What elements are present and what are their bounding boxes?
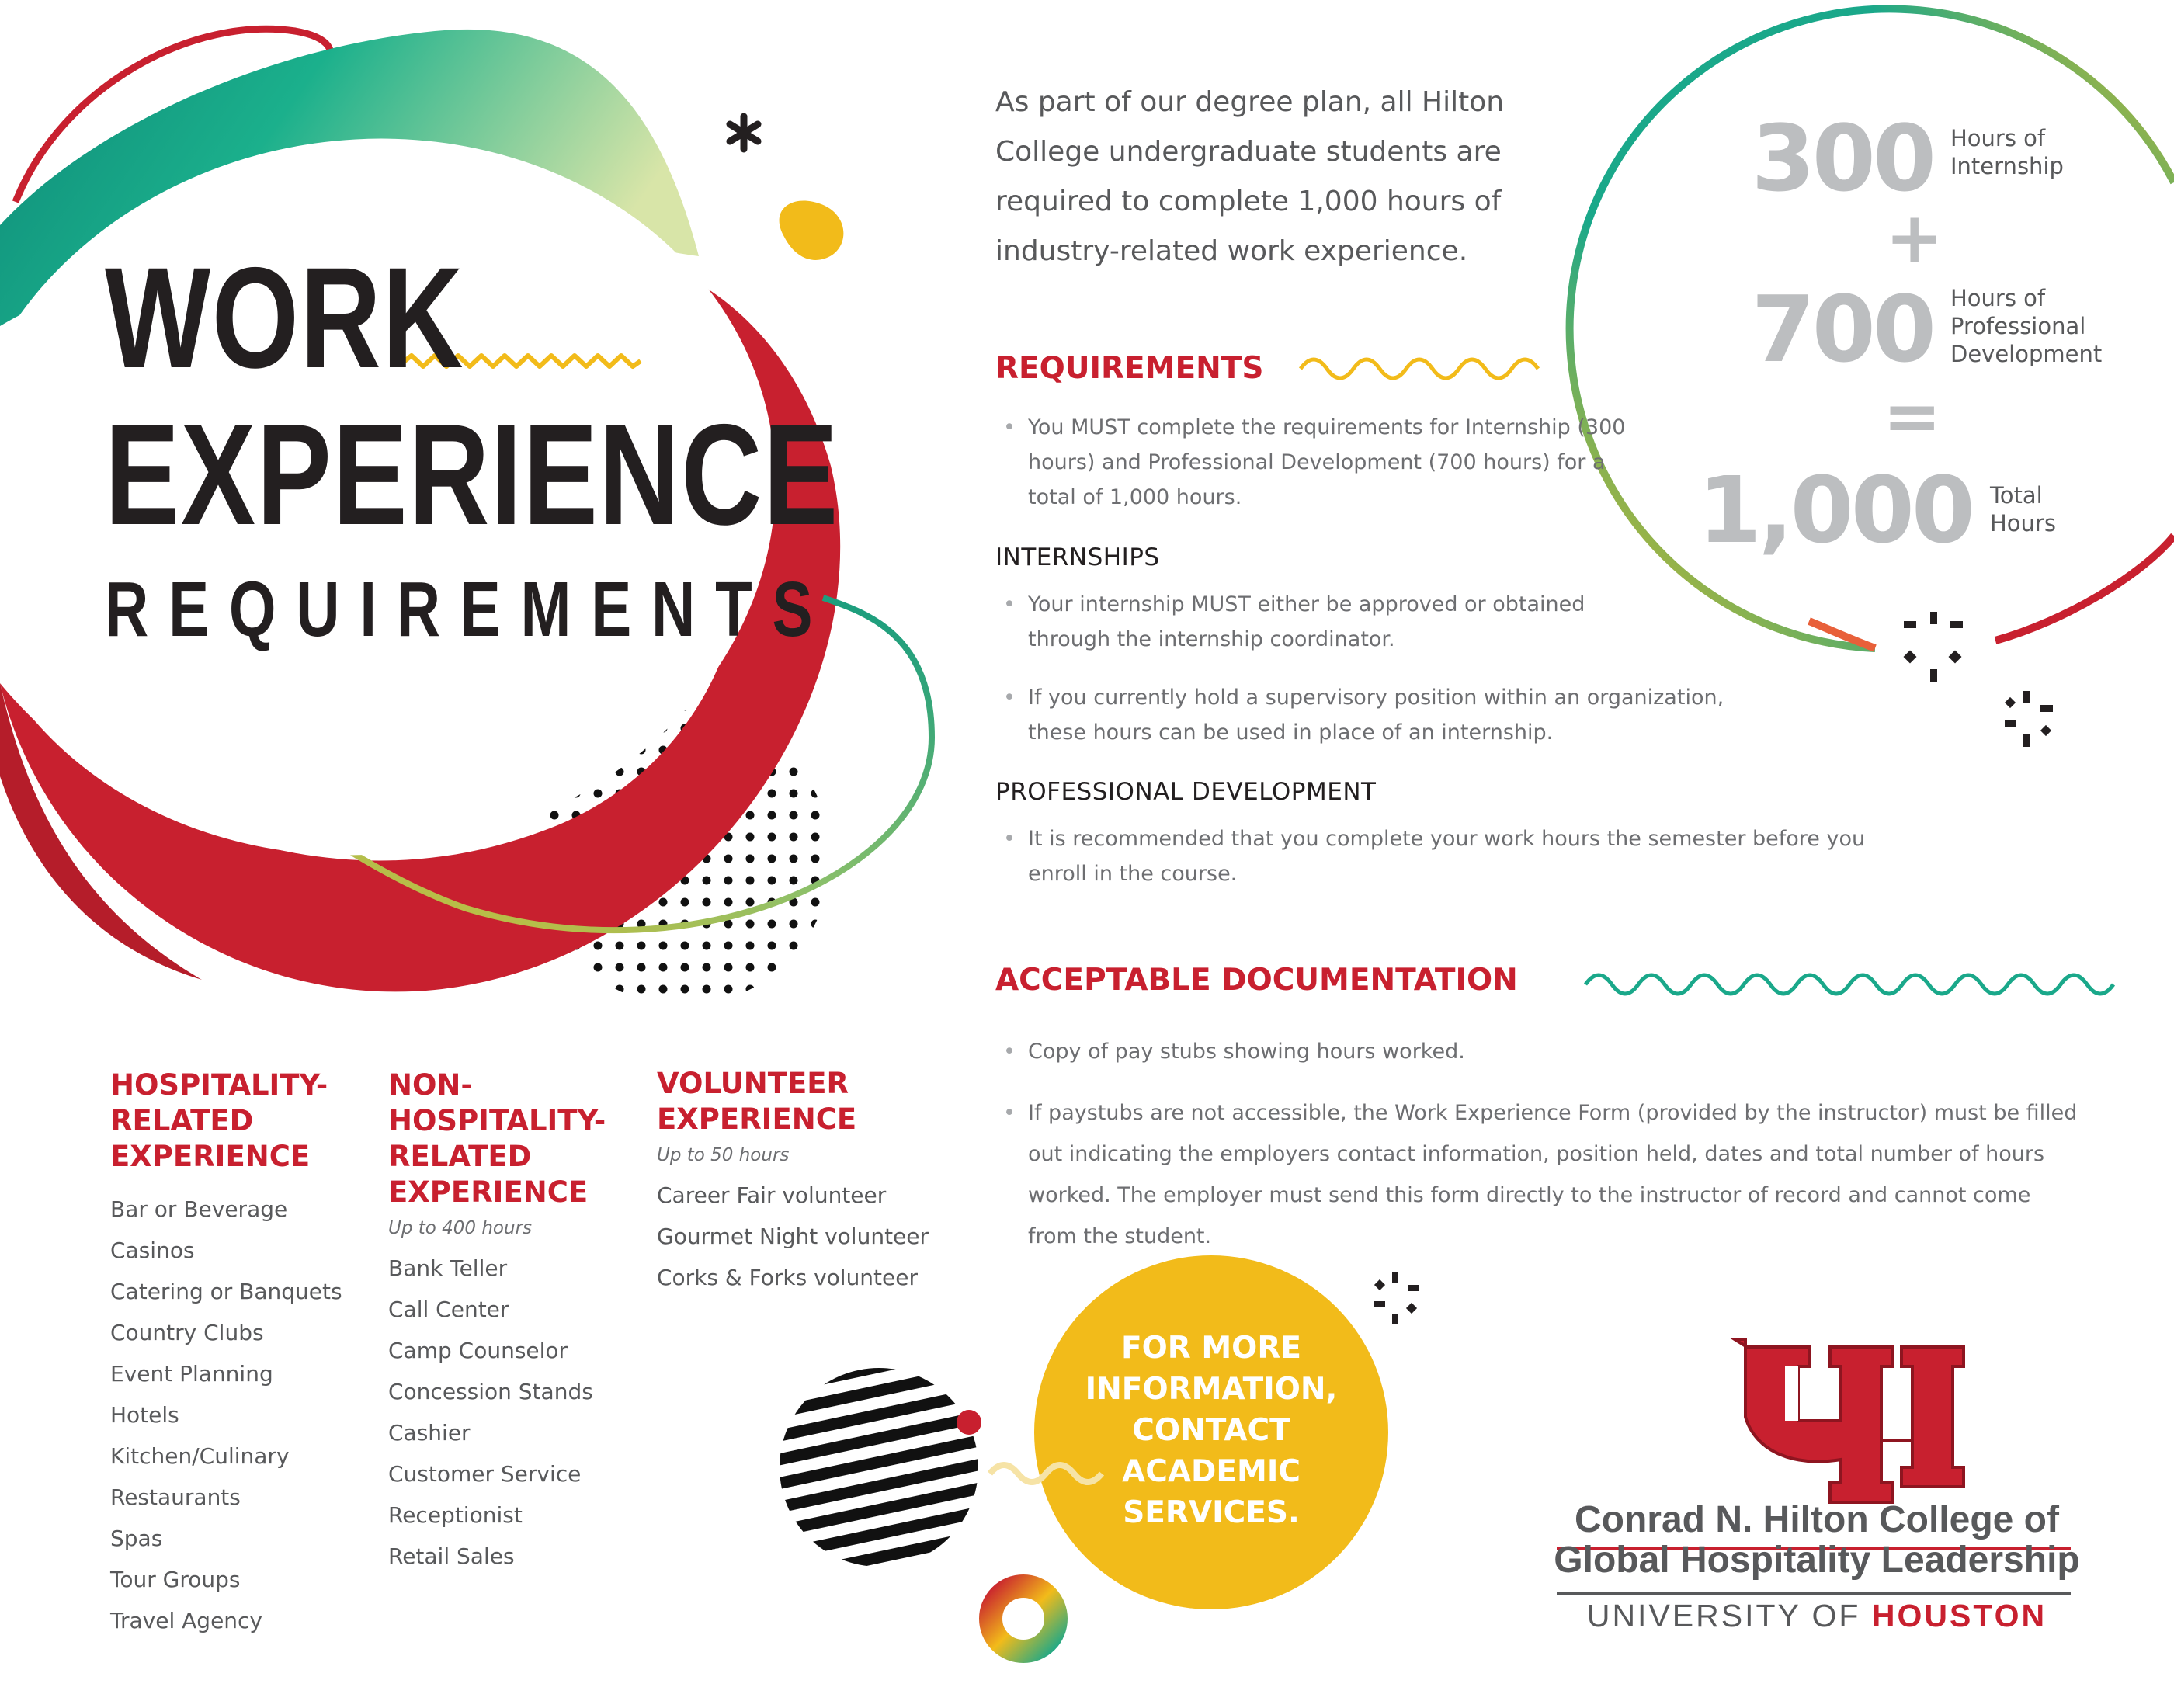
documentation-list xyxy=(995,1031,2137,1277)
gradient-donut xyxy=(991,1586,1056,1651)
equals-sign: = xyxy=(1883,376,1942,457)
list-item: Bar or Beverage xyxy=(110,1196,288,1222)
list-item: • It is recommended that you complete your work hours the semester before you enroll in the course. xyxy=(995,821,1896,891)
list-item: Call Center xyxy=(388,1297,509,1322)
requirements-heading: REQUIREMENTS xyxy=(995,351,1264,386)
red-dot xyxy=(957,1410,981,1435)
documentation-wave xyxy=(1585,975,2113,994)
list-item: Cashier xyxy=(388,1420,471,1446)
list-item: Receptionist xyxy=(388,1502,523,1528)
non-hospitality-heading: NON- HOSPITALITY- RELATED EXPERIENCE xyxy=(388,1068,606,1209)
plus-sign: + xyxy=(1885,197,1944,279)
list-item: • If paystubs are not accessible, the Work Experience Form (provided by the instructor) must be filled out indicating the employers contact information, position held, dates and total number of hours worked. The employer must send this form directly to the instructor of record and cannot come from the student. xyxy=(995,1092,2084,1257)
list-item: Corks & Forks volunteer xyxy=(657,1265,918,1290)
volunteer-list xyxy=(657,1175,967,1298)
list-item: • Your internship MUST either be approved or obtained through the internship coordinator. xyxy=(995,587,1603,657)
list-item: • If you currently hold a supervisory position within an organization, these hours can be used in place of an internship. xyxy=(995,680,1725,750)
list-item: Camp Counselor xyxy=(388,1338,568,1363)
list-item: Bank Teller xyxy=(388,1255,508,1281)
internship-hours-label: Hours of Internship xyxy=(1950,125,2064,179)
volunteer-subtitle: Up to 50 hours xyxy=(657,1145,790,1165)
asterisk-icon xyxy=(730,116,758,149)
list-item: Career Fair volunteer xyxy=(657,1182,887,1208)
professional-development-list xyxy=(995,821,1896,891)
title-line-work: WORK xyxy=(105,238,465,398)
list-item: Restaurants xyxy=(110,1484,241,1510)
burst-icon xyxy=(1904,612,1963,682)
non-hospitality-subtitle: Up to 400 hours xyxy=(388,1218,533,1238)
contact-message: FOR MORE INFORMATION, CONTACT ACADEMIC SERVICES. xyxy=(1085,1331,1338,1530)
title-line-requirements: REQUIREMENTS xyxy=(105,566,833,653)
yellow-blob xyxy=(780,201,844,260)
burst-icon-2 xyxy=(2005,691,2053,747)
intro-paragraph: As part of our degree plan, all Hilton College undergraduate students are required to complete 1,000 hours of industry-related work experience. xyxy=(995,86,1505,267)
professional-development-heading: PROFESSIONAL DEVELOPMENT xyxy=(995,778,1377,806)
professional-hours-value: 700 xyxy=(1751,276,1933,383)
hospitality-column xyxy=(110,1068,359,1641)
striped-circle xyxy=(780,1368,978,1567)
professional-hours-label: Hours of Professional Development xyxy=(1950,285,2103,367)
hospitality-list xyxy=(110,1189,359,1641)
hours-circle-red-arc xyxy=(1995,536,2174,640)
total-hours-value: 1,000 xyxy=(1697,457,1972,564)
list-item: • You MUST complete the requirements for Internship (300 hours) and Professional Development (700 hours) for a total of 1,000 hours. xyxy=(995,410,1632,515)
list-item: Casinos xyxy=(110,1238,195,1263)
burst-icon-3 xyxy=(1374,1272,1419,1324)
title-line-experience: EXPERIENCE xyxy=(105,395,839,555)
total-hours-label: Total Hours xyxy=(1990,482,2056,536)
requirements-wave xyxy=(1301,359,1538,378)
list-item: Spas xyxy=(110,1526,163,1551)
volunteer-column xyxy=(657,1066,967,1298)
list-item: Retail Sales xyxy=(388,1543,515,1569)
list-item: • Copy of pay stubs showing hours worked. xyxy=(995,1031,2137,1072)
internship-hours-value: 300 xyxy=(1751,105,1933,212)
list-item: Kitchen/Culinary xyxy=(110,1443,290,1469)
list-item: Country Clubs xyxy=(110,1320,264,1345)
internships-list xyxy=(995,587,1725,773)
university-name: UNIVERSITY OF HOUSTON xyxy=(1586,1598,2047,1633)
requirements-list xyxy=(995,410,1632,515)
uh-logo-icon xyxy=(1735,1339,1964,1502)
list-item: Customer Service xyxy=(388,1461,582,1487)
list-item: Travel Agency xyxy=(110,1608,262,1633)
documentation-heading: ACCEPTABLE DOCUMENTATION xyxy=(995,963,1518,998)
non-hospitality-column xyxy=(388,1068,637,1577)
list-item: Gourmet Night volunteer xyxy=(657,1224,929,1249)
list-item: Hotels xyxy=(110,1402,179,1428)
list-item: Event Planning xyxy=(110,1361,273,1387)
college-name: Conrad N. Hilton College of Global Hospitality Leadership xyxy=(1554,1499,2080,1581)
internships-heading: INTERNSHIPS xyxy=(995,543,1160,571)
list-item: Tour Groups xyxy=(110,1567,241,1592)
list-item: Catering or Banquets xyxy=(110,1279,342,1304)
non-hospitality-list xyxy=(388,1248,637,1577)
list-item: Concession Stands xyxy=(388,1379,593,1404)
volunteer-heading: VOLUNTEER EXPERIENCE xyxy=(657,1067,857,1136)
hospitality-heading: HOSPITALITY- RELATED EXPERIENCE xyxy=(110,1068,328,1173)
